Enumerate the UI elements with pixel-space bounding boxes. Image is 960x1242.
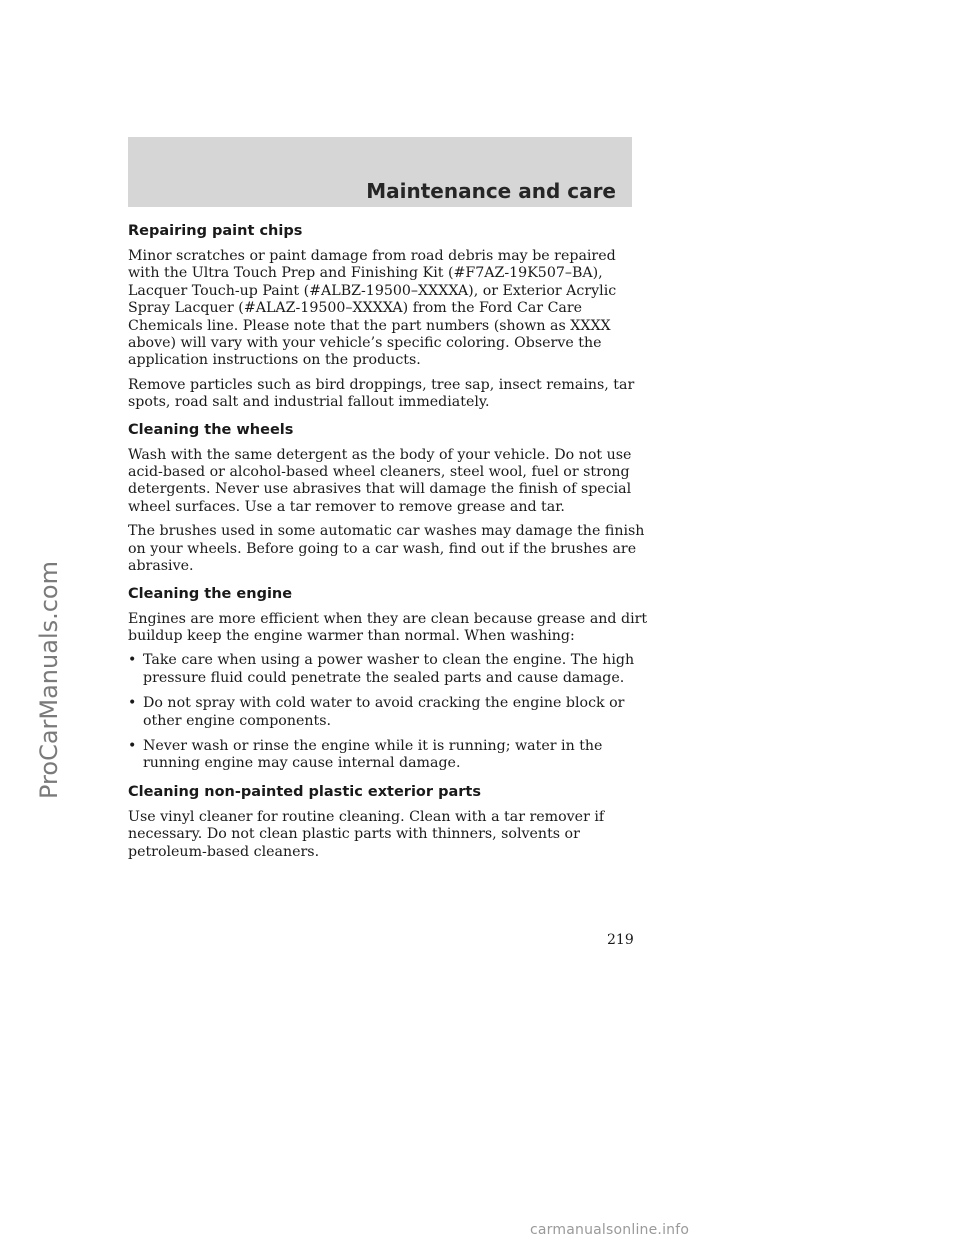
paragraph: Engines are more efficient when they are clean because grease and dirt buildup keep the engine warmer than normal. When washing:	[128, 610, 648, 644]
side-watermark: ProCarManuals.com	[35, 560, 63, 800]
heading-cleaning-wheels: Cleaning the wheels	[128, 421, 294, 438]
list-item-text: Do not spray with cold water to avoid cracking the engine block or other engine components.	[143, 695, 625, 729]
page-number: 219	[607, 932, 634, 948]
paragraph: Use vinyl cleaner for routine cleaning. Clean with a tar remover if necessary. Do not clean plastic parts with thinners, solvents or petroleum-based cleaners.	[128, 808, 605, 860]
paragraph: Minor scratches or paint damage from road debris may be repaired with the Ultra Touch Prep and Finishing Kit (#F7AZ-19K507–BA), Lacquer Touch-up Paint (#ALBZ-19500–XXXXA), or Exterior Acrylic Spray Lacquer (#ALAZ-19500–XXXXA) from the Ford Car Care Chemicals line. Please note that the part numbers (shown as XXXX above) will vary with your vehicle’s specific coloring. Observe the application instructions on the products.	[128, 248, 617, 369]
page-content	[128, 220, 648, 868]
list-item	[128, 652, 648, 687]
paragraph: The brushes used in some automatic car washes may damage the finish on your wheels. Before going to a car wash, find out if the brushes are abrasive.	[128, 523, 645, 575]
header-band	[128, 137, 632, 207]
bullet-list	[128, 652, 648, 772]
heading-plastic-parts: Cleaning non-painted plastic exterior parts	[128, 783, 481, 800]
list-item	[128, 695, 648, 730]
list-item-text: Never wash or rinse the engine while it is running; water in the running engine may cause internal damage.	[143, 737, 603, 772]
bullet-icon: •	[128, 737, 137, 754]
section-cleaning-engine	[128, 583, 648, 773]
paragraph: Wash with the same detergent as the body of your vehicle. Do not use acid-based or alcohol-based wheel cleaners, steel wool, fuel or strong detergents. Never use abrasives that will damage the finish of special wheel surfaces. Use a tar remover to remove grease and tar.	[128, 446, 632, 515]
list-item-text: Take care when using a power washer to clean the engine. The high pressure fluid could penetrate the sealed parts and cause damage.	[143, 652, 635, 686]
section-cleaning-wheels	[128, 419, 648, 576]
bullet-icon: •	[128, 695, 137, 712]
section-plastic-parts	[128, 781, 648, 861]
bullet-icon: •	[128, 652, 137, 669]
list-item	[128, 738, 648, 773]
section-title: Maintenance and care	[366, 179, 616, 203]
section-paint-chips	[128, 220, 648, 412]
paragraph: Remove particles such as bird droppings, tree sap, insect remains, tar spots, road salt and industrial fallout immediately.	[128, 376, 635, 411]
heading-cleaning-engine: Cleaning the engine	[128, 585, 293, 602]
bottom-watermark: carmanualsonline.info	[530, 1222, 690, 1238]
heading-paint-chips: Repairing paint chips	[128, 223, 303, 239]
